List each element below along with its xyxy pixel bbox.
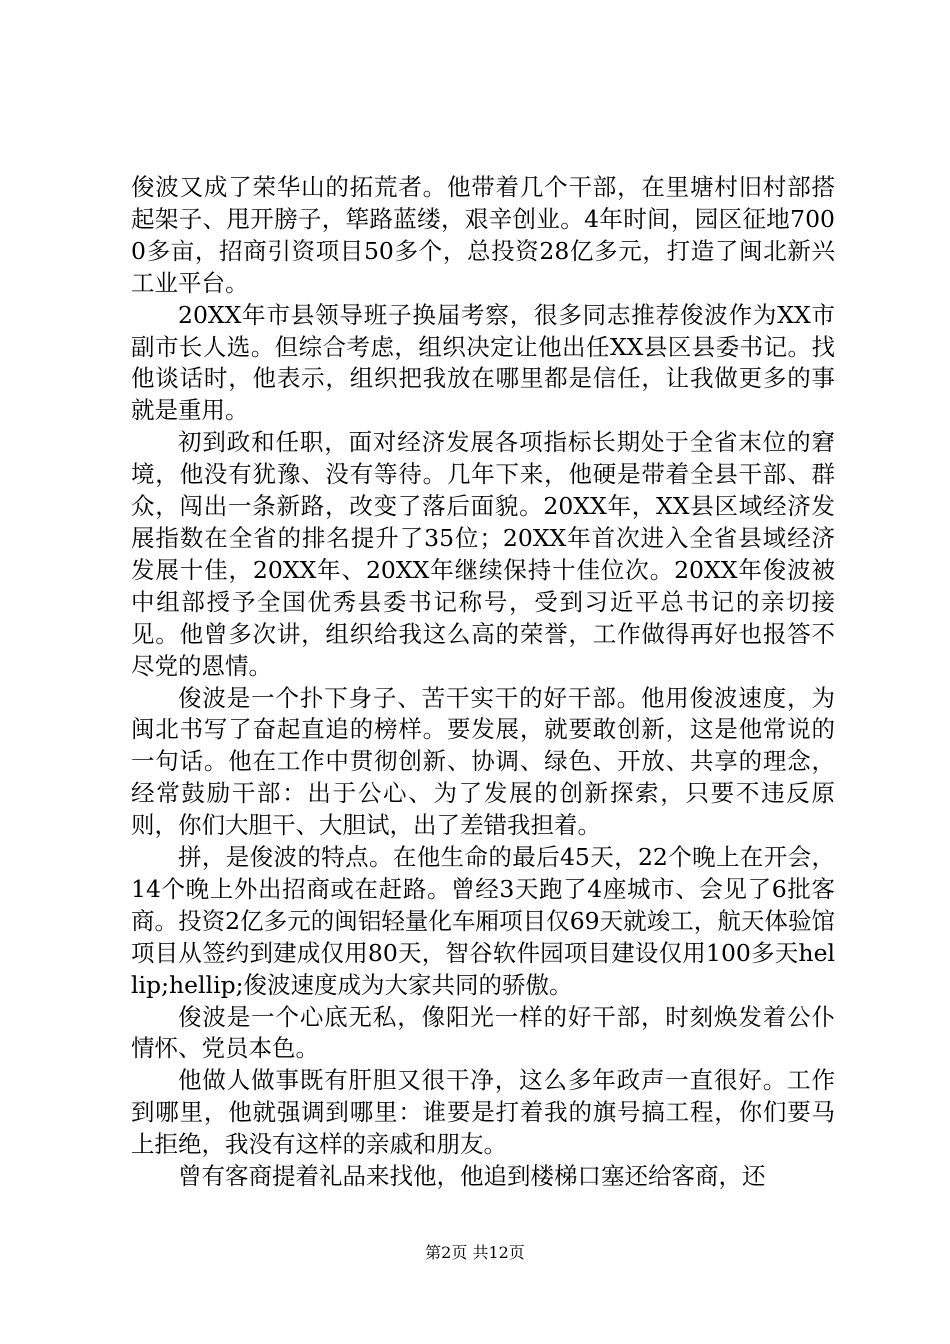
paragraph: 俊波是一个扑下身子、苦干实干的好干部。他用俊波速度，为闽北书写了奋起直追的榜样。要发展，就要敢创新，这是他常说的一句话。他在工作中贯彻创新、协调、绿色、开放、共享的理念，经常鼓励干部：出于公心、为了发展的创新探索，只要不违反原则，你们大胆干、大胆试，出了差错我担着。 — [131, 683, 835, 840]
paragraph: 俊波是一个心底无私，像阳光一样的好干部，时刻焕发着公仆情怀、党员本色。 — [131, 1002, 835, 1063]
paragraph: 他做人做事既有肝胆又很干净，这么多年政声一直很好。工作到哪里，他就强调到哪里：谁要是打着我的旗号搞工程，你们要马上拒绝，我没有这样的亲戚和朋友。 — [131, 1066, 835, 1159]
paragraph: 20XX年市县领导班子换届考察，很多同志推荐俊波作为XX市副市长人选。但综合考虑，组织决定让他出任XX县区县委书记。找他谈话时，他表示，组织把我放在哪里都是信任，让我做更多的事就是重用。 — [131, 300, 835, 425]
paragraph: 俊波又成了荣华山的拓荒者。他带着几个干部，在里塘村旧村部搭起架子、甩开膀子，筚路蓝缕，艰辛创业。4年时间，园区征地7000多亩，招商引资项目50多个，总投资28亿多元，打造了闽北新兴工业平台。 — [131, 173, 835, 297]
paragraph: 曾有客商提着礼品来找他，他追到楼梯口塞还给客商，还 — [178, 1162, 766, 1191]
page-footer: 第2页 共12页 — [425, 1243, 525, 1262]
paragraph: 初到政和任职，面对经济发展各项指标长期处于全省末位的窘境，他没有犹豫、没有等待。几年下来，他硬是带着全县干部、群众，闯出一条新路，改变了落后面貌。20XX年，XX县区域经济发展指数在全省的排名提升了35位；20XX年首次进入全省县域经济发展十佳，20XX年、20XX年继续保持十佳位次。20XX年俊波被中组部授予全国优秀县委书记称号，受到习近平总书记的亲切接见。他曾多次讲，组织给我这么高的荣誉，工作做得再好也报答不尽党的恩情。 — [131, 428, 835, 680]
paragraph: 拼，是俊波的特点。在他生命的最后45天，22个晚上在开会，14个晚上外出招商或在赶路。曾经3天跑了4座城市、会见了6批客商。投资2亿多元的闽铝轻量化车厢项目仅69天就竣工，航天体验馆项目从签约到建成仅用80天，智谷软件园项目建设仅用100多天hellip;hellip;俊波速度成为大家共同的骄傲。 — [131, 843, 835, 999]
body-text — [131, 172, 835, 1193]
